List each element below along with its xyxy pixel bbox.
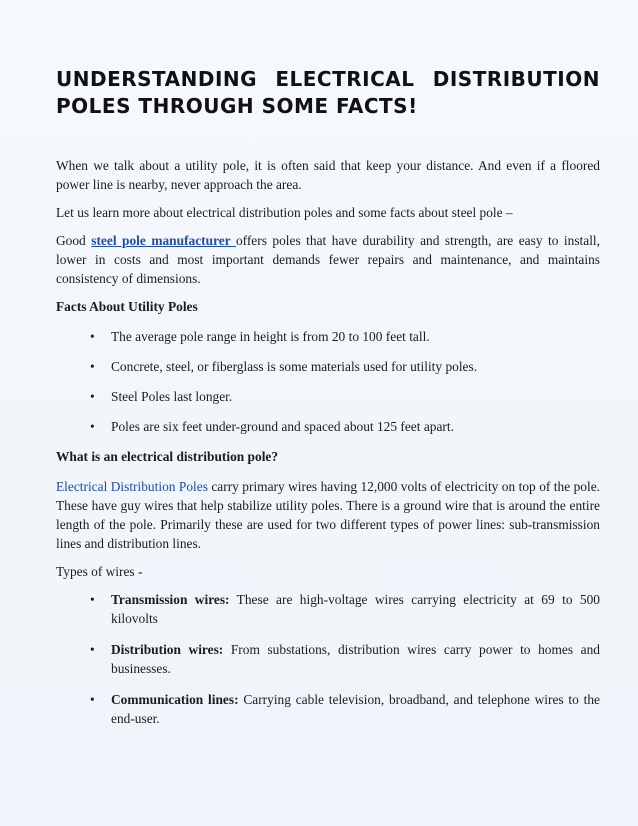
types-intro: Types of wires - — [56, 564, 143, 579]
steel-pole-manufacturer-link[interactable]: steel pole manufacturer — [91, 233, 236, 248]
bullet-icon: • — [90, 329, 95, 344]
intro-paragraph: When we talk about a utility pole, it is often said that keep your distance. And even if a floored power line is nearby, never approach the area. — [56, 158, 600, 192]
document-title: UNDERSTANDING ELECTRICAL DISTRIBUTION POLES THROUGH SOME FACTS! — [56, 67, 600, 118]
what-paragraph — [56, 477, 600, 553]
bullet-icon: • — [90, 642, 95, 657]
what-paragraph-text: carry primary wires having 12,000 volts of electricity on top of the pole. These have guy wires that help stabilize utility poles. There is a ground wire that is around the entire length of the pole. Primarily these are used for two different types of power lines: sub-transmission lines and distribution lines. — [56, 479, 600, 551]
wire-type-term: Distribution wires: — [111, 642, 224, 657]
list-item — [56, 357, 600, 376]
list-item — [56, 417, 600, 436]
bullet-icon: • — [90, 419, 95, 434]
bullet-icon: • — [90, 692, 95, 707]
what-heading: What is an electrical distribution pole? — [56, 449, 279, 464]
list-item-text: Poles are six feet under-ground and spaced about 125 feet apart. — [111, 419, 454, 434]
list-item-text: Steel Poles last longer. — [111, 389, 233, 404]
electrical-distribution-poles-link[interactable]: Electrical Distribution Poles — [56, 479, 208, 494]
list-item — [56, 640, 600, 678]
wire-type-desc: These are high-voltage wires carrying electricity at 69 to 500 kilovolts — [111, 592, 601, 626]
good-prefix: Good — [56, 233, 92, 248]
bullet-icon: • — [90, 592, 95, 607]
list-item — [56, 387, 600, 406]
list-item — [56, 690, 600, 728]
bullet-icon: • — [90, 389, 95, 404]
manufacturer-paragraph — [56, 231, 600, 288]
facts-list — [56, 327, 600, 436]
list-item-text: The average pole range in height is from 20 to 100 feet tall. — [111, 329, 430, 344]
wire-type-term: Transmission wires: — [111, 592, 230, 607]
list-item — [56, 327, 600, 346]
facts-heading: Facts About Utility Poles — [56, 299, 198, 314]
wire-type-desc: Carrying cable television, broadband, and telephone wires to the end-user. — [111, 692, 600, 726]
learn-paragraph: Let us learn more about electrical distribution poles and some facts about steel pole – — [56, 205, 513, 220]
list-item-text: Concrete, steel, or fiberglass is some materials used for utility poles. — [111, 359, 478, 374]
wire-types-list — [56, 590, 600, 728]
manufacturer-paragraph-text: offers poles that have durability and strength, are easy to install, lower in costs and most important demands fewer repairs and maintenance, and maintains consistency of dimensions. — [56, 233, 601, 286]
wire-type-desc: From substations, distribution wires carry power to homes and businesses. — [111, 642, 600, 676]
list-item — [56, 590, 600, 628]
bullet-icon: • — [90, 359, 95, 374]
wire-type-term: Communication lines: — [111, 692, 239, 707]
